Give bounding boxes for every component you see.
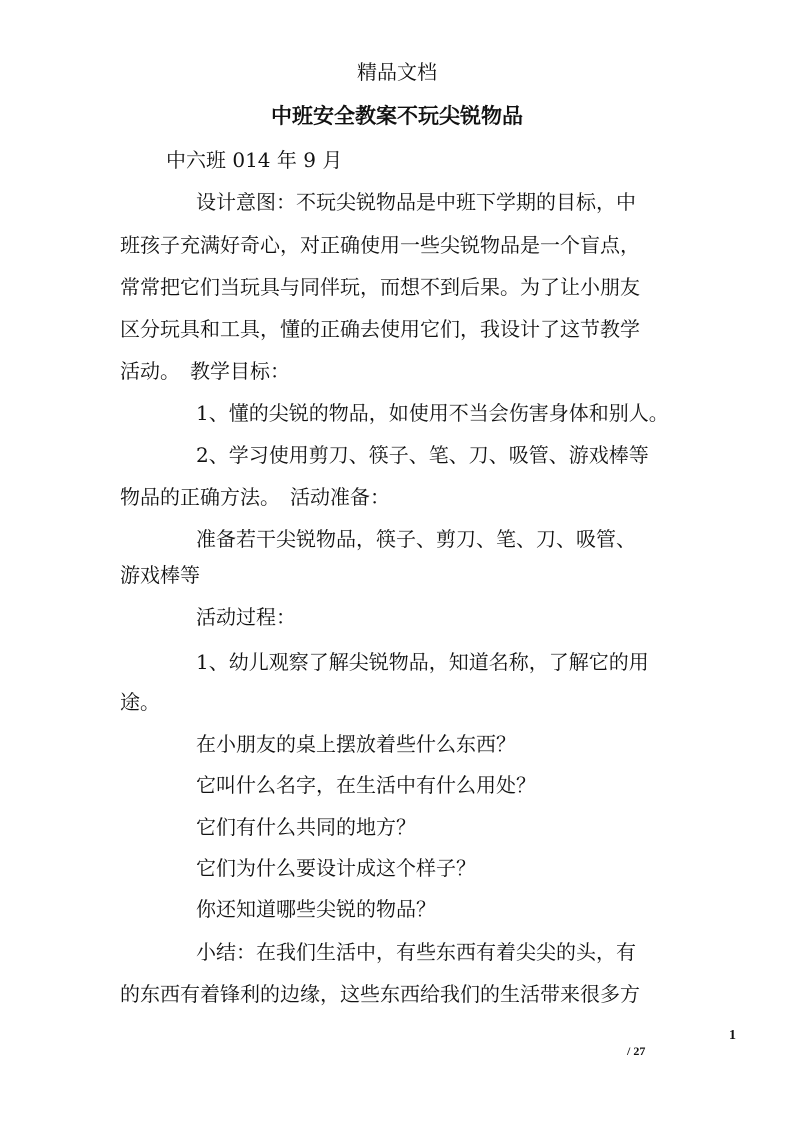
body-line: 设计意图：不玩尖锐物品是中班下学期的目标，中 <box>196 190 636 214</box>
body-line: 你还知道哪些尖锐的物品？ <box>196 897 436 921</box>
page-header: 精品文档 <box>357 60 437 84</box>
body-line: 活动过程： <box>196 605 296 629</box>
class-date-line: 中六班 014 年 9 月 <box>166 148 343 172</box>
document-title: 中班安全教案不玩尖锐物品 <box>271 103 523 128</box>
body-line: 区分玩具和工具，懂的正确去使用它们，我设计了这节教学 <box>120 317 640 341</box>
body-line: 常常把它们当玩具与同伴玩，而想不到后果。为了让小朋友 <box>120 275 640 299</box>
body-line: 的东西有着锋利的边缘，这些东西给我们的生活带来很多方 <box>120 982 640 1006</box>
page-total: / 27 <box>627 1044 646 1058</box>
body-line: 1、懂的尖锐的物品，如使用不当会伤害身体和别人。 <box>196 401 669 425</box>
body-line: 它叫什么名字，在生活中有什么用处？ <box>196 773 536 797</box>
body-line: 小结：在我们生活中，有些东西有着尖尖的头，有 <box>196 940 636 964</box>
body-line: 准备若干尖锐物品，筷子、剪刀、笔、刀、吸管、 <box>196 527 636 551</box>
body-line: 游戏棒等 <box>120 563 200 587</box>
body-line: 班孩子充满好奇心，对正确使用一些尖锐物品是一个盲点， <box>120 233 640 257</box>
body-line: 活动。 教学目标： <box>120 359 290 383</box>
page-number: 1 <box>729 1028 736 1043</box>
body-line: 在小朋友的桌上摆放着些什么东西？ <box>196 732 516 756</box>
body-line: 途。 <box>120 690 160 714</box>
body-line: 1、幼儿观察了解尖锐物品，知道名称，了解它的用 <box>196 650 649 674</box>
body-line: 物品的正确方法。 活动准备： <box>120 485 390 509</box>
body-line: 它们有什么共同的地方？ <box>196 815 416 839</box>
body-line: 2、学习使用剪刀、筷子、笔、刀、吸管、游戏棒等 <box>196 443 649 467</box>
body-line: 它们为什么要设计成这个样子？ <box>196 856 476 880</box>
